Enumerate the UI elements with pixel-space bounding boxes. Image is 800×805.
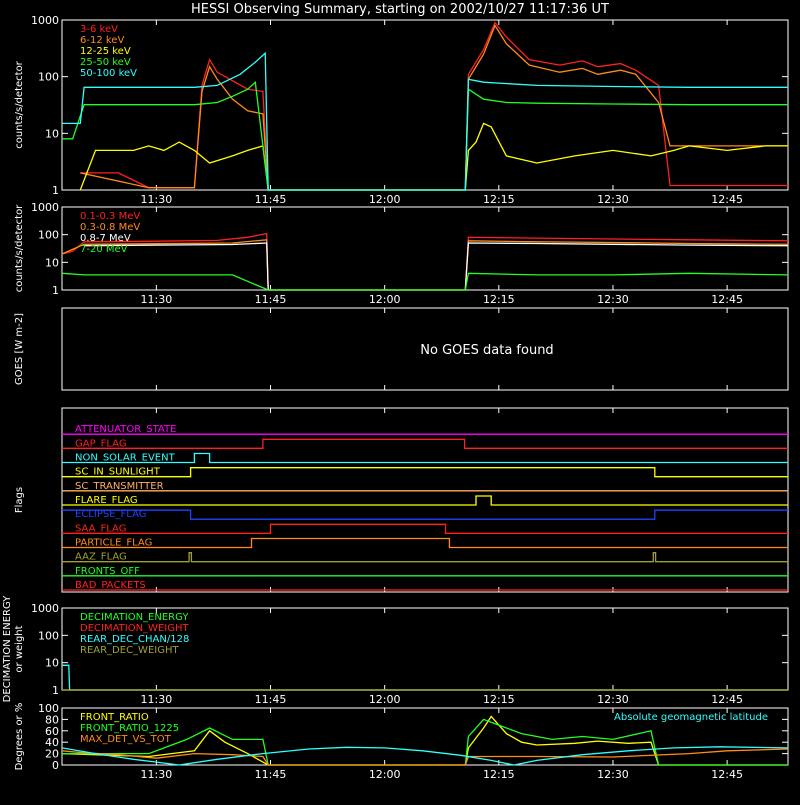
ratios-y-tick-label: 0 [52,759,59,772]
flag-line [62,539,788,548]
lightcurves-legend-item: 12-25 keV [80,46,131,57]
flag-line [62,524,788,533]
ratios-annotation: Absolute geomagnetic latitude [614,712,768,723]
high_energy-x-tick-label: 12:00 [368,293,401,306]
lightcurves-legend-item: 50-100 keV [80,68,138,79]
lightcurves-x-tick-label: 12:45 [711,193,743,206]
ratios-y-tick-label: 80 [45,713,59,727]
high_energy-x-tick-label: 12:30 [597,293,629,306]
decimation-x-tick-label: 12:30 [597,693,629,706]
lightcurves-series-3-6-kev [80,23,788,190]
ratios-x-tick-label: 12:30 [597,768,629,781]
flag-label: FRONTS_OFF [75,565,140,577]
lightcurves-series-12-25-kev [80,123,788,190]
flag-label: FLARE_FLAG [75,495,138,506]
high_energy-series-0-1-0-3-mev [62,234,788,291]
flag-label: ECLIPSE_FLAG [75,509,147,521]
ratios-x-tick-label: 11:30 [140,768,173,781]
high_energy-legend-item: 0.1-0.3 MeV [80,211,141,222]
lightcurves-legend-item: 3-6 keV [80,24,118,35]
high_energy-frame [62,207,788,290]
decimation-x-tick-label: 12:15 [482,693,515,706]
high_energy-series-0-3-0-8-mev [62,240,788,290]
goes-y-label: GOES [W m-2] [14,312,25,386]
flag-label: GAP_FLAG [75,438,127,450]
decimation-x-tick-label: 12:00 [368,693,401,706]
decimation-legend-item: DECIMATION_ENERGY [80,612,189,623]
flag-label: SC_IN_SUNLIGHT [75,466,160,478]
decimation-series-rear-dec-chan-128 [62,665,788,690]
high_energy-y-tick-label: 100 [38,228,59,242]
goes-message: No GOES data found [420,343,554,358]
ratios-x-tick-label: 11:45 [254,768,287,781]
decimation-x-tick-label: 11:45 [254,693,287,706]
ratios-legend-item: FRONT_RATIO [80,712,149,723]
high_energy-legend-item: 0.3-0.8 MeV [80,222,141,233]
ratios-y-tick-label: 60 [45,724,59,738]
lightcurves-series-6-12-kev [80,26,788,191]
decimation-y-label: or weight [14,625,25,673]
flag-label: SC_TRANSMITTER [75,480,164,492]
high_energy-series-0-8-7-mev [84,243,788,290]
high_energy-x-tick-label: 11:30 [140,293,173,306]
ratios-legend-item: FRONT_RATIO_1225 [80,723,180,734]
lightcurves-y-tick-label: 10 [45,127,59,141]
flag-line [62,496,788,505]
high_energy-y-tick-label: 1000 [31,201,59,214]
high_energy-legend-item: 7-20 MeV [80,244,128,255]
ratios-y-tick-label: 20 [45,747,59,761]
decimation-y-tick-label: 10 [45,656,59,670]
high_energy-x-tick-label: 11:45 [254,293,287,306]
high_energy-panel [14,201,788,306]
ratios-legend-item: MAX_DET_VS_TOT [80,734,171,745]
flag-line [62,439,788,448]
decimation-legend-item: DECIMATION_WEIGHT [80,623,189,634]
lightcurves-legend-item: 25-50 keV [80,57,131,68]
high_energy-y-label: counts/s/detector [14,204,25,293]
lightcurves-x-tick-label: 12:00 [368,193,401,206]
flag-line [62,510,788,519]
lightcurves-y-label: counts/s/detector [14,61,25,149]
flag-label: PARTICLE_FLAG [75,537,153,549]
decimation-legend-item: REAR_DEC_CHAN/128 [80,634,190,645]
lightcurves-x-tick-label: 11:45 [254,193,287,206]
decimation-panel [2,595,788,706]
lightcurves-legend-item: 6-12 keV [80,35,125,46]
flag-line [62,553,788,562]
decimation-y-label: DECIMATION ENERGY [2,595,13,703]
lightcurves-x-tick-label: 12:30 [597,193,629,206]
flags-frame [62,408,788,592]
flag-line [62,468,788,477]
lightcurves-panel [14,14,788,206]
ratios-x-tick-label: 12:45 [711,768,743,781]
high_energy-x-tick-label: 12:15 [482,293,515,306]
high_energy-legend-item: 0.8-7 MeV [80,233,131,244]
decimation-x-tick-label: 11:30 [140,693,173,706]
lightcurves-y-tick-label: 1000 [31,14,59,27]
decimation-y-tick-label: 1 [52,684,59,697]
flag-label: SAA_FLAG [75,523,127,535]
ratios-x-tick-label: 12:15 [482,768,515,781]
lightcurves-series-25-50-kev [62,82,788,190]
high_energy-series-7-20-mev [62,273,788,290]
high_energy-y-tick-label: 10 [45,256,59,270]
flag-label: AAZ_FLAG [75,551,127,563]
lightcurves-y-tick-label: 1 [52,184,59,197]
ratios-y-tick-label: 100 [38,702,59,715]
flag-label: BAD_PACKETS [75,580,146,591]
lightcurves-x-tick-label: 12:15 [482,193,515,206]
decimation-legend-item: REAR_DEC_WEIGHT [80,645,179,656]
decimation-y-tick-label: 1000 [31,602,59,615]
flags-y-label: Flags [14,486,25,514]
ratios-y-label: Degrees or % [14,702,25,771]
decimation-y-tick-label: 100 [38,629,59,643]
lightcurves-series-50-100-kev [62,53,788,190]
ratios-panel [14,702,788,781]
plot-title: HESSI Observing Summary, starting on 2002/10/27 11:17:36 UT [191,2,609,17]
high_energy-y-tick-label: 1 [52,284,59,297]
lightcurves-y-tick-label: 100 [38,70,59,84]
ratios-x-tick-label: 12:00 [368,768,401,781]
high_energy-x-tick-label: 12:45 [711,293,743,306]
flag-label: NON_SOLAR_EVENT [75,452,175,464]
decimation-x-tick-label: 12:45 [711,693,743,706]
flags-panel [14,408,788,592]
lightcurves-x-tick-label: 11:30 [140,193,173,206]
ratios-y-tick-label: 40 [45,736,59,750]
goes-panel [14,308,788,390]
flag-label: ATTENUATOR_STATE [75,424,177,436]
